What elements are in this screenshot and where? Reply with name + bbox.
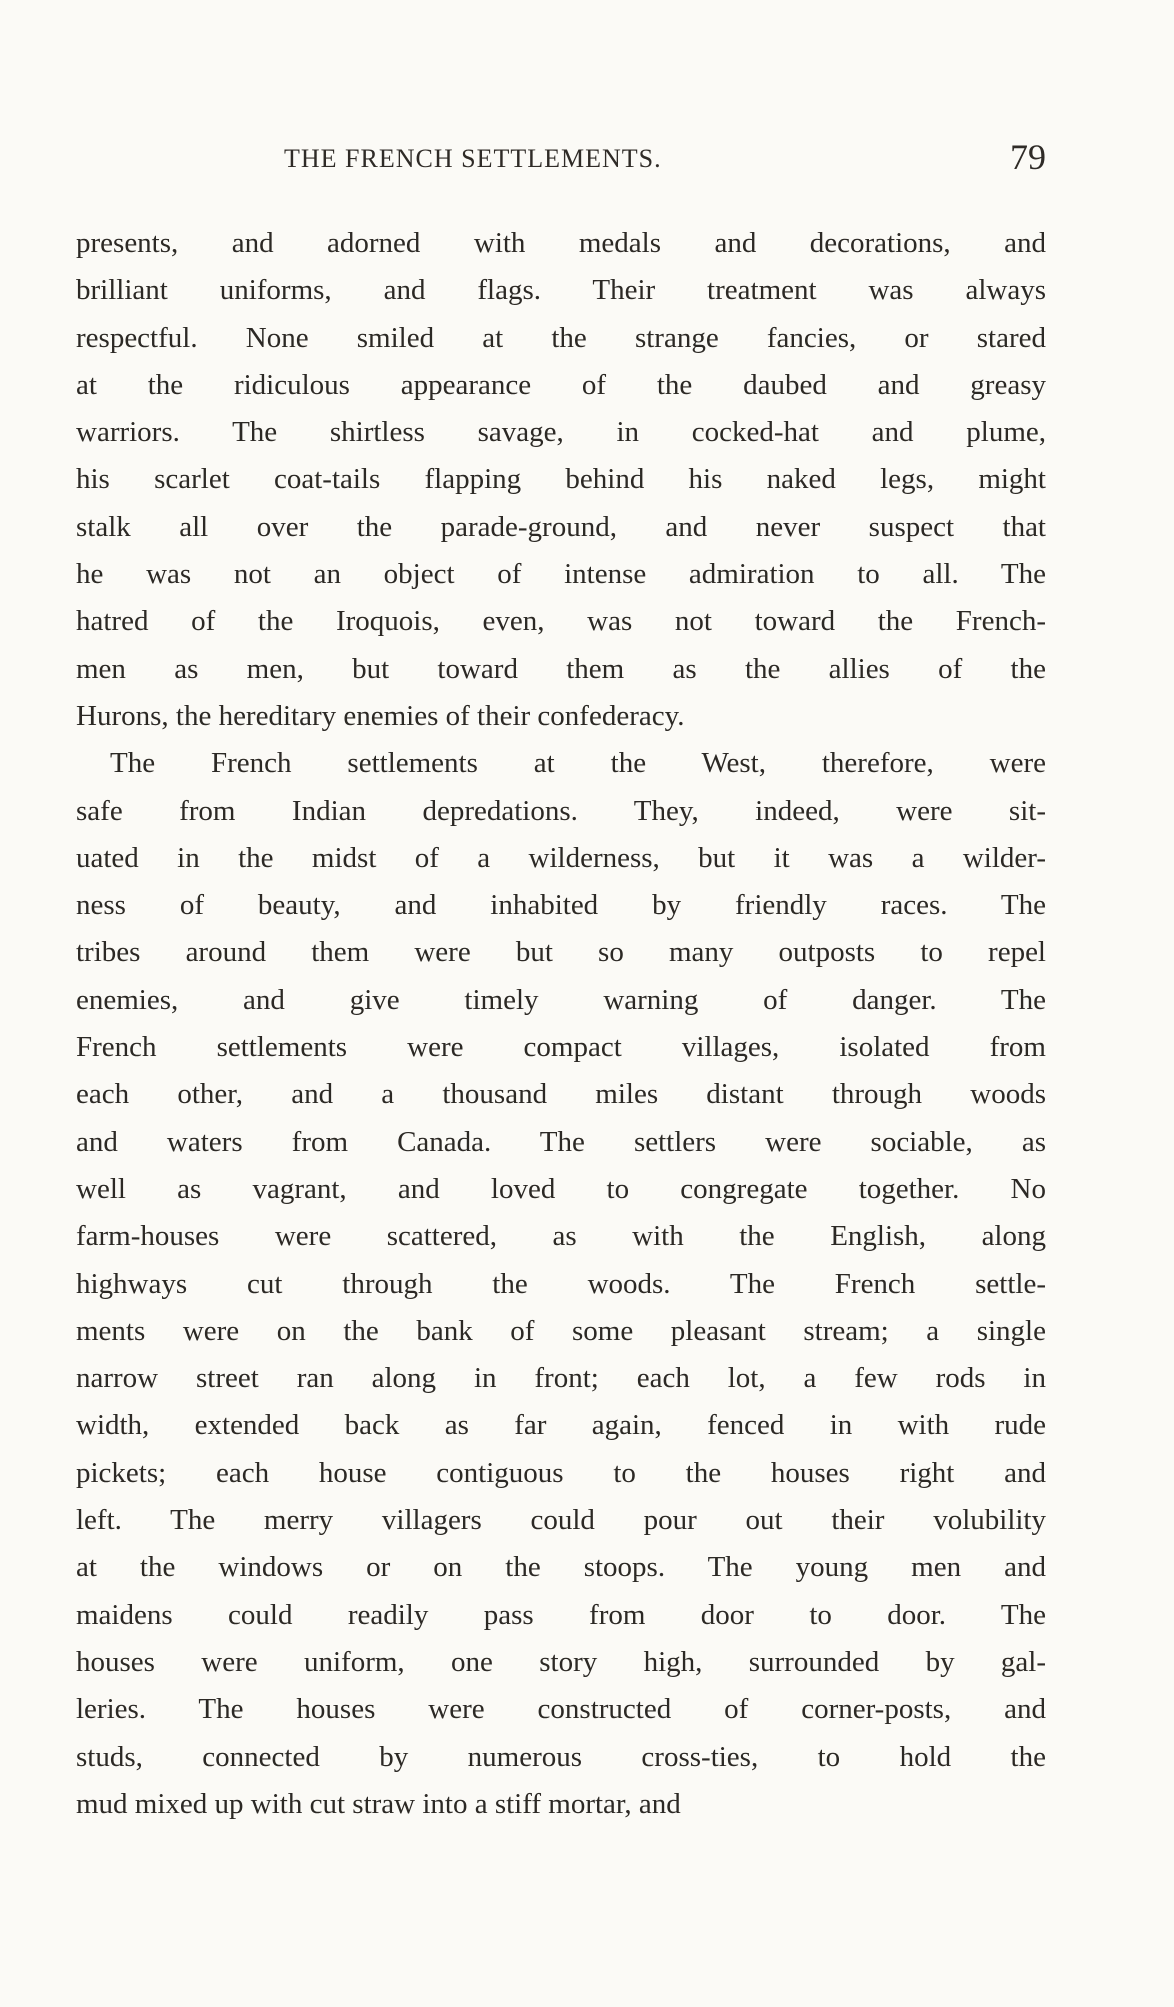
text-line: mud mixed up with cut straw into a stiff mortar, and	[76, 1787, 681, 1820]
text-line: hatred of the Iroquois, even, was not toward the French-	[76, 605, 1046, 638]
text-line: stalk all over the parade-ground, and never suspect that	[76, 510, 1046, 543]
text-line: houses were uniform, one story high, surrounded by gal-	[76, 1645, 1046, 1678]
running-head	[76, 136, 1046, 180]
text-line: at the ridiculous appearance of the daubed and greasy	[76, 368, 1046, 401]
text-line: brilliant uniforms, and flags. Their treatment was always	[76, 274, 1046, 307]
text-line: well as vagrant, and loved to congregate together. No	[76, 1172, 1046, 1205]
text-line: Hurons, the hereditary enemies of their confederacy.	[76, 699, 685, 732]
text-line: tribes around them were but so many outposts to repel	[76, 936, 1046, 969]
text-line: respectful. None smiled at the strange fancies, or stared	[76, 321, 1046, 354]
text-line: narrow street ran along in front; each lot, a few rods in	[76, 1362, 1046, 1395]
text-line: each other, and a thousand miles distant through woods	[76, 1078, 1046, 1111]
text-line: leries. The houses were constructed of corner-posts, and	[76, 1693, 1046, 1726]
text-line: farm-houses were scattered, as with the English, along	[76, 1220, 1046, 1253]
text-line: maidens could readily pass from door to door. The	[76, 1598, 1046, 1631]
text-line: The French settlements at the West, therefore, were	[110, 747, 1046, 780]
text-line: presents, and adorned with medals and decorations, and	[76, 227, 1046, 259]
text-line: his scarlet coat-tails flapping behind his naked legs, might	[76, 463, 1046, 496]
body-text	[76, 220, 1046, 1828]
text-line: pickets; each house contiguous to the houses right and	[76, 1456, 1046, 1489]
text-line: uated in the midst of a wilderness, but it was a wilder-	[76, 841, 1046, 874]
text-line: he was not an object of intense admiration to all. The	[76, 558, 1046, 591]
text-line: ments were on the bank of some pleasant stream; a single	[76, 1314, 1046, 1347]
text-line: at the windows or on the stoops. The young men and	[76, 1551, 1046, 1584]
text-line: men as men, but toward them as the allies of the	[76, 652, 1046, 685]
running-title: THE FRENCH SETTLEMENTS.	[284, 144, 662, 173]
text-line: highways cut through the woods. The French settle-	[76, 1267, 1046, 1300]
text-line: ness of beauty, and inhabited by friendly races. The	[76, 889, 1046, 922]
text-line: French settlements were compact villages, isolated from	[76, 1031, 1046, 1064]
text-line: width, extended back as far again, fenced in with rude	[76, 1409, 1046, 1442]
text-line: studs, connected by numerous cross-ties, to hold the	[76, 1740, 1046, 1773]
text-line: safe from Indian depredations. They, indeed, were sit-	[76, 794, 1046, 827]
text-line: warriors. The shirtless savage, in cocked-hat and plume,	[76, 416, 1046, 449]
text-line: and waters from Canada. The settlers were sociable, as	[76, 1125, 1046, 1158]
text-line: left. The merry villagers could pour out their volubility	[76, 1504, 1046, 1537]
text-line: enemies, and give timely warning of danger. The	[76, 983, 1046, 1016]
page-number: 79	[1010, 137, 1046, 177]
